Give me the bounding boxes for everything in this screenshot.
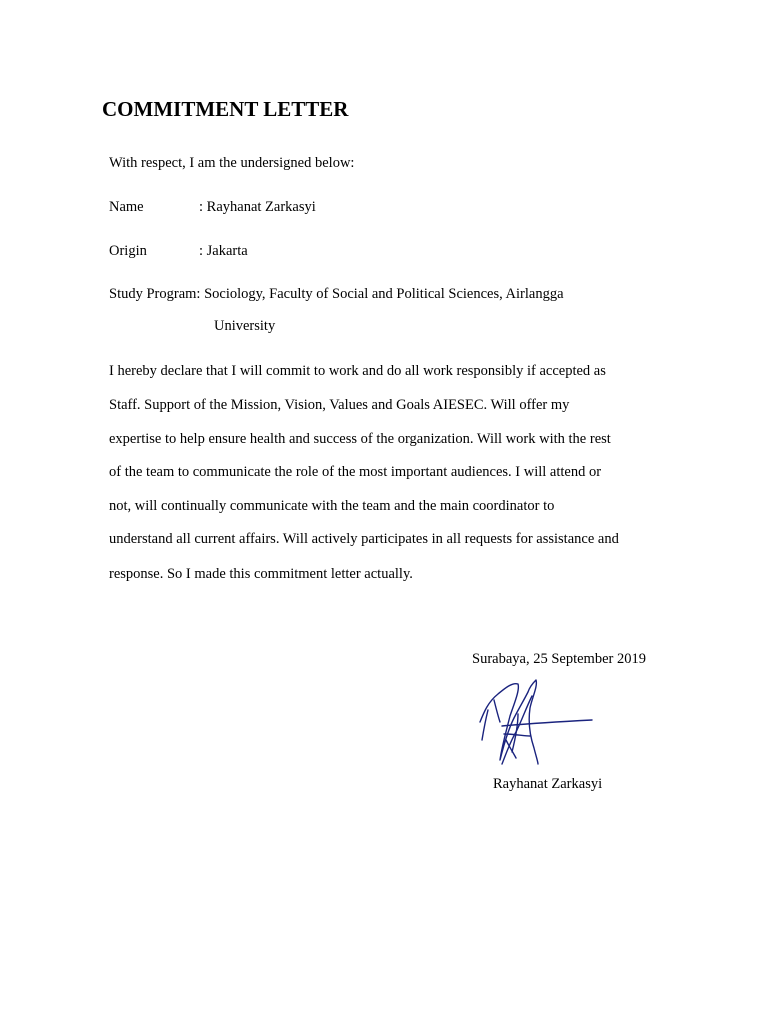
intro-text: With respect, I am the undersigned below: (109, 155, 355, 171)
body-line: of the team to communicate the role of the most important audiences. I will attend or (109, 464, 602, 480)
handwritten-signature (474, 674, 604, 774)
study-program-value: Sociology, Faculty of Social and Political Sciences, Airlangga (204, 286, 564, 302)
signer-name: Rayhanat Zarkasyi (493, 776, 603, 792)
name-value: : Rayhanat Zarkasyi (199, 199, 316, 215)
origin-label: Origin (109, 243, 147, 259)
body-line: expertise to help ensure health and success of the organization. Will work with the rest (109, 431, 611, 447)
body-line: not, will continually communicate with the team and the main coordinator to (109, 498, 555, 514)
body-line: response. So I made this commitment letter actually. (109, 566, 413, 582)
letter-title: COMMITMENT LETTER (102, 97, 349, 121)
body-line: Staff. Support of the Mission, Vision, Values and Goals AIESEC. Will offer my (109, 397, 570, 413)
place-date: Surabaya, 25 September 2019 (472, 651, 646, 667)
body-line: I hereby declare that I will commit to work and do all work responsibly if accepted as (109, 363, 606, 379)
study-program-row (109, 284, 564, 304)
study-program-label: Study Program: (109, 286, 201, 302)
origin-value: : Jakarta (199, 243, 248, 259)
name-label: Name (109, 199, 144, 215)
study-program-value-continued: University (214, 318, 276, 334)
body-line: understand all current affairs. Will actively participates in all requests for assistance and (109, 531, 619, 547)
